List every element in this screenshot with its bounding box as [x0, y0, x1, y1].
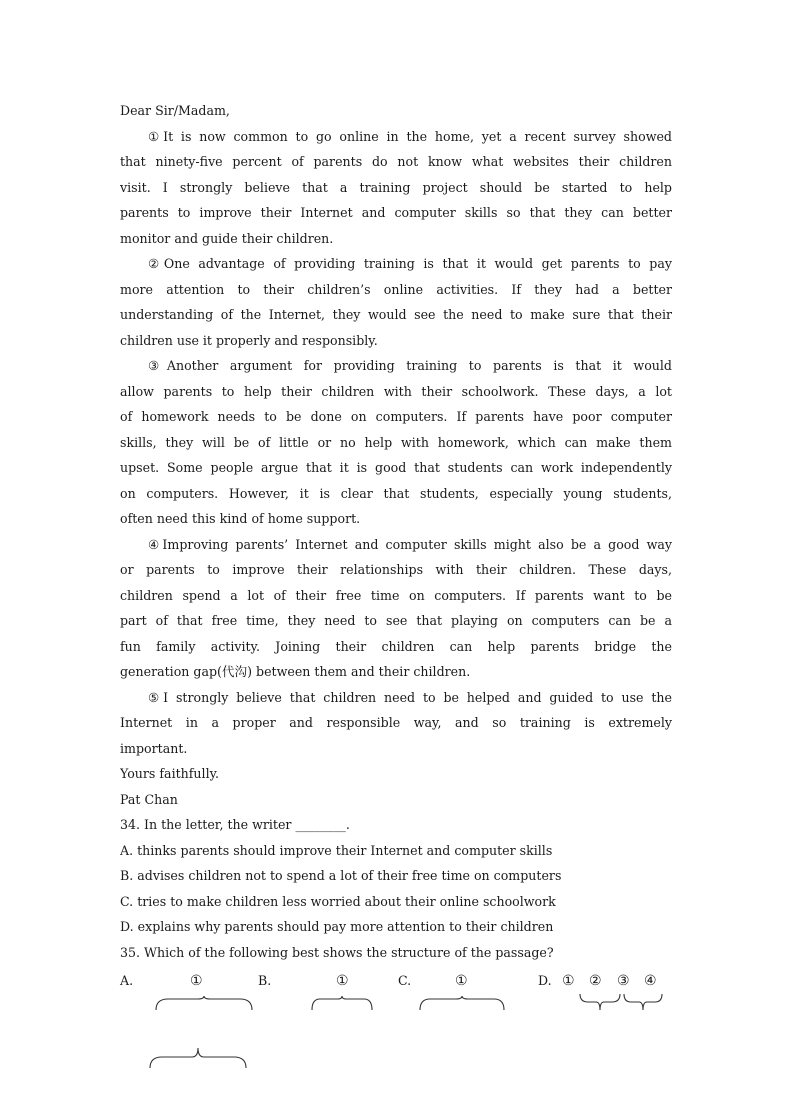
option-a-lower-brace: [150, 1048, 246, 1070]
para-5-line: Internet in a proper and responsible way, and so training is extremely: [120, 715, 672, 730]
para-3-line: allow parents to help their children with their schoolwork. These days, a lot: [120, 383, 672, 399]
option-d-right-brace: [624, 992, 662, 1012]
option-d-left-brace: [580, 992, 620, 1012]
para-4-line: or parents to improve their relationships with their children. These days,: [120, 562, 672, 577]
letter-page: [120, 98, 672, 965]
para-2-line: children use it properly and responsibly.: [120, 332, 378, 348]
para-3-line: skills, they will be of little or no help with homework, which can make them: [120, 434, 672, 450]
option-a-label: A.: [120, 973, 134, 988]
para-2-line: understanding of the Internet, they would see the need to make sure that their: [120, 307, 672, 322]
question-34-stem: 34. In the letter, the writer ________.: [120, 817, 350, 832]
option-b-label: B.: [258, 973, 272, 988]
option-d-mark-3: ③: [617, 973, 630, 989]
salutation: Dear Sir/Madam,: [120, 103, 230, 118]
option-c-label: C.: [398, 973, 412, 988]
option-c-brace: [420, 996, 504, 1012]
para-1-line: ①It is now common to go online in the home, yet a recent survey showed: [148, 128, 672, 144]
question-34-option-b: B. advises children not to spend a lot of their free time on computers: [120, 868, 562, 883]
option-a-top-mark: ①: [190, 973, 203, 989]
option-a-upper-brace: [156, 996, 252, 1012]
option-d-mark-4: ④: [644, 973, 657, 989]
para-3-line: of homework needs to be done on computers. If parents have poor computer: [120, 409, 672, 424]
para-4-line: children spend a lot of their free time on computers. If parents want to be: [120, 587, 672, 603]
option-b-top-mark: ①: [336, 973, 349, 989]
para-1-line: parents to improve their Internet and computer skills so that they can better: [120, 205, 672, 220]
option-b-brace: [312, 996, 372, 1012]
para-4-line: ④Improving parents’ Internet and computer skills might also be a good way: [148, 536, 672, 552]
para-3-line: often need this kind of home support.: [120, 511, 361, 526]
para-5-line: important.: [120, 740, 188, 756]
question-35-stem: 35. Which of the following best shows the structure of the passage?: [120, 944, 554, 960]
option-d-mark-2: ②: [589, 973, 602, 989]
para-3-line: ③Another argument for providing training to parents is that it would: [148, 358, 672, 373]
question-34-option-d: D. explains why parents should pay more attention to their children: [120, 919, 554, 934]
option-d-label: D.: [538, 973, 552, 988]
closing: Yours faithfully.: [120, 766, 220, 781]
para-4-line: generation gap(代沟) between them and their children.: [120, 664, 471, 679]
option-c-top-mark: ①: [455, 973, 468, 989]
signature: Pat Chan: [120, 791, 178, 807]
question-35-structure-options: [120, 968, 680, 1088]
para-3-line: upset. Some people argue that it is good that students can work independently: [120, 460, 672, 475]
para-1-line: monitor and guide their children.: [120, 230, 334, 246]
question-34-option-a: A. thinks parents should improve their Internet and computer skills: [120, 842, 553, 858]
para-4-line: part of that free time, they need to see that playing on computers can be a: [120, 613, 672, 628]
question-34-option-c: C. tries to make children less worried about their online schoolwork: [120, 893, 556, 909]
option-d-mark-1: ①: [562, 973, 575, 989]
para-2-line: more attention to their children’s online activities. If they had a better: [120, 281, 672, 297]
para-3-line: on computers. However, it is clear that students, especially young students,: [120, 485, 672, 501]
para-2-line: ②One advantage of providing training is that it would get parents to pay: [148, 256, 672, 271]
para-4-line: fun family activity. Joining their children can help parents bridge the: [120, 638, 672, 654]
para-1-line: visit. I strongly believe that a training project should be started to help: [120, 179, 672, 195]
para-1-line: that ninety-five percent of parents do not know what websites their children: [120, 154, 672, 169]
para-5-line: ⑤I strongly believe that children need to be helped and guided to use the: [148, 689, 672, 705]
